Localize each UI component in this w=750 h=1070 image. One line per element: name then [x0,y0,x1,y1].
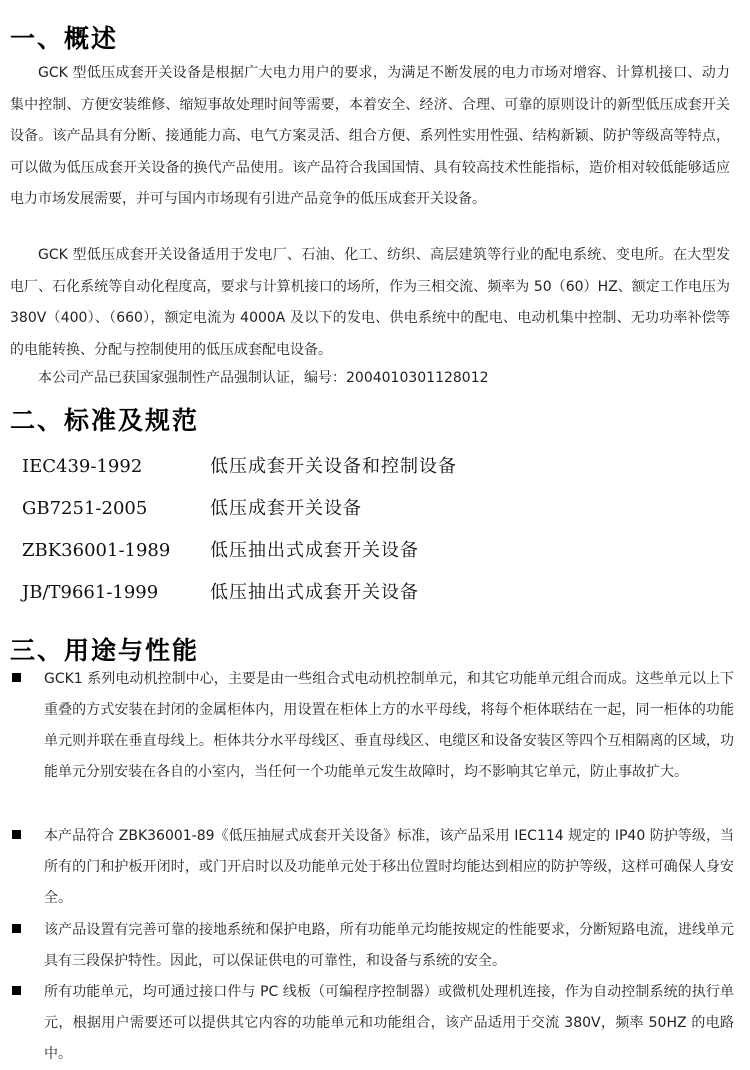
bullet-text: GCK1 系列电动机控制中心，主要是由一些组合式电动机控制单元，和其它功能单元组合而成。这些单元以上下重叠的方式安装在封闭的金属柜体内，用设置在柜体上方的水平母线，将每个柜体联结在一起，同一柜体的功能单元则并联在垂直母线上。柜体共分水平母线区、垂直母线区、电缆区和设备安装区等四个互相隔离的区域，功能单元分别安装在各自的小室内，当任何一个功能单元发生故障时，均不影响其它单元，防止事故扩大。 [44,671,734,780]
overview-paragraph-1: GCK 型低压成套开关设备是根据广大电力用户的要求，为满足不断发展的电力市场对增容、计算机接口、动力集中控制、方便安装维修、缩短事故处理时间等需要，本着安全、经济、合理、可靠的原则设计的新型低压成套开关设备。该产品具有分断、接通能力高、电气方案灵活、组合方便、系列性实用性强、结构新颖、防护等级高等特点，可以做为低压成套开关设备的换代产品使用。该产品符合我国国情、具有较高技术性能指标，造价相对较低能够适应电力市场发展需要，并可与国内市场现有引进产品竞争的低压成套开关设备。 [10,65,730,207]
standard-code: IEC439-1992 [22,456,143,477]
square-bullet-icon [12,830,21,839]
bullet-text: 本产品符合 ZBK36001-89《低压抽屉式成套开关设备》标准，该产品采用 IEC114 规定的 IP40 防护等级，当所有的门和护板开闭时，或门开启时以及功能单元处于移出位置时均能达到相应的防护等级，这样可确保人身安全。 [44,828,734,906]
standard-name: 低压抽出式成套开关设备 [210,540,419,561]
standard-name: 低压抽出式成套开关设备 [210,582,419,603]
bullet-text: 该产品设置有完善可靠的接地系统和保护电路，所有功能单元均能按规定的性能要求，分断短路电流，进线单元具有三段保护特性。因此，可以保证供电的可靠性，和设备与系统的安全。 [44,922,734,969]
overview-paragraph-3: 本公司产品已获国家强制性产品强制认证，编号：2004010301128012 [38,370,489,386]
square-bullet-icon [12,924,21,933]
overview-paragraph-2: GCK 型低压成套开关设备适用于发电厂、石油、化工、纺织、高层建筑等行业的配电系统、变电所。在大型发电厂、石化系统等自动化程度高，要求与计算机接口的场所，作为三相交流、频率为 50（60）HZ、额定工作电压为 380V（400）、（660），额定电流为 4000A 及以下的发电、供电系统中的配电、电动机集中控制、无功功率补偿等的电能转换、分配与控制使用的低压成套配电设备。 [10,247,730,358]
bullet-item [10,977,734,1070]
bullet-item [10,915,734,977]
standard-code: JB/T9661-1999 [22,582,159,603]
standard-code: GB7251-2005 [22,498,148,519]
section-title-overview: 一、概述 [10,24,119,53]
square-bullet-icon [12,673,21,682]
standard-code: ZBK36001-1989 [22,540,171,561]
section-title-usage-performance: 三、用途与性能 [10,636,200,665]
standard-name: 低压成套开关设备和控制设备 [210,456,457,477]
section-title-standards: 二、标准及规范 [10,406,200,435]
square-bullet-icon [12,986,21,995]
bullet-item [10,821,734,914]
bullet-item [10,664,734,788]
bullet-text: 所有功能单元，均可通过接口件与 PC 线板（可编程序控制器）或微机处理机连接，作为自动控制系统的执行单元，根据用户需要还可以提供其它内容的功能单元和功能组合，该产品适用于交流 380V，频率 50HZ 的电路中。 [44,984,734,1062]
standard-name: 低压成套开关设备 [210,498,362,519]
